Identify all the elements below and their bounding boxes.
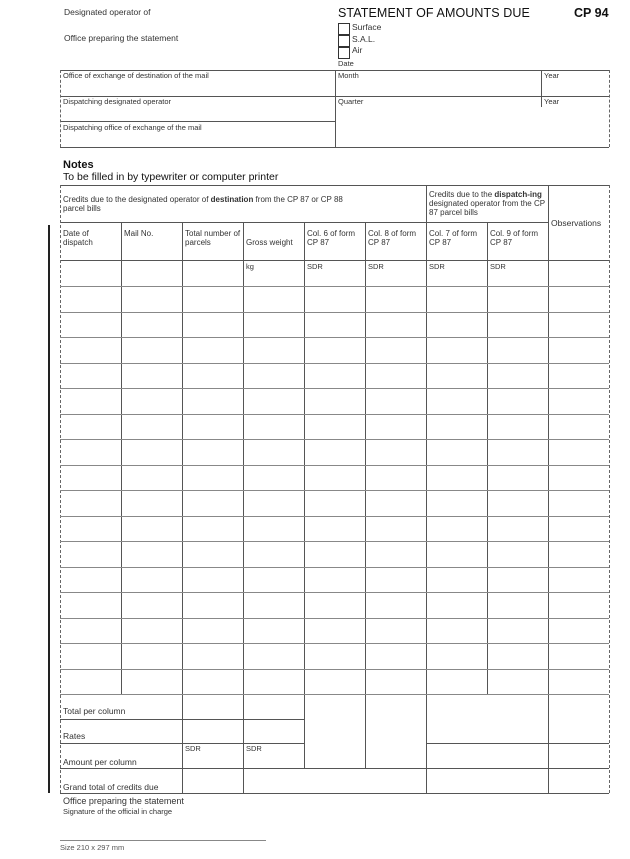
column-header-col9: Col. 9 of form CP 87: [490, 229, 539, 248]
form-number: CP 94: [574, 6, 609, 20]
unit-col7: SDR: [429, 262, 445, 271]
column-header-date-of-dispatch: Date of dispatch: [63, 229, 93, 248]
footer-signature: Signature of the official in charge: [63, 807, 173, 816]
rates-label: Rates: [63, 731, 86, 741]
office-preparing-label: Office preparing the statement: [64, 33, 179, 43]
footer-size: Size 210 x 297 mm: [60, 843, 125, 852]
sal-checkbox[interactable]: [338, 35, 350, 47]
unit-gross-weight: kg: [246, 262, 254, 271]
footer-office-preparing: Office preparing the statement: [63, 796, 184, 806]
group-header-destination: Credits due to the designated operator of destination from the CP 87 or CP 88 parcel bills: [63, 195, 343, 214]
surface-checkbox[interactable]: [338, 23, 350, 35]
grand-total-label: Grand total of credits due: [63, 782, 159, 792]
unit-col8: SDR: [368, 262, 384, 271]
amount-unit-sdr-2: SDR: [246, 744, 262, 753]
air-checkbox[interactable]: [338, 47, 350, 59]
unit-col6: SDR: [307, 262, 323, 271]
dispatching-operator-field[interactable]: Dispatching designated operator: [63, 97, 171, 106]
group-header-dispatching: Credits due to the dispatch-ing designated operator from the CP 87 parcel bills: [429, 190, 545, 218]
page-title: STATEMENT OF AMOUNTS DUE: [338, 6, 530, 20]
surface-label: Surface: [352, 22, 382, 32]
amount-per-column-label: Amount per column: [63, 757, 137, 767]
air-label: Air: [352, 45, 363, 55]
column-header-total-parcels: Total number of parcels: [185, 229, 241, 248]
unit-col9: SDR: [490, 262, 506, 271]
sal-label: S.A.L.: [352, 34, 376, 44]
notes-subtitle: To be filled in by typewriter or computer printer: [63, 171, 279, 183]
quarter-field[interactable]: Quarter: [338, 97, 364, 106]
notes-title: Notes: [63, 159, 94, 171]
margin-bar: [48, 225, 50, 793]
column-header-gross-weight: Gross weight: [246, 238, 293, 247]
dispatching-office-field[interactable]: Dispatching office of exchange of the mail: [63, 123, 202, 132]
column-header-col6: Col. 6 of form CP 87: [307, 229, 356, 248]
observations-header: Observations: [551, 218, 602, 228]
column-header-col7: Col. 7 of form CP 87: [429, 229, 478, 248]
amount-unit-sdr-1: SDR: [185, 744, 201, 753]
column-header-col8: Col. 8 of form CP 87: [368, 229, 417, 248]
total-per-column-label: Total per column: [63, 706, 126, 716]
year-field-1[interactable]: Year: [544, 71, 560, 80]
date-label: Date: [338, 59, 354, 68]
column-header-mail-no: Mail No.: [124, 229, 154, 238]
year-field-2[interactable]: Year: [544, 97, 560, 106]
month-field[interactable]: Month: [338, 71, 359, 80]
designated-operator-label: Designated operator of: [64, 7, 151, 17]
office-exchange-destination-field[interactable]: Office of exchange of destination of the mail: [63, 71, 209, 80]
